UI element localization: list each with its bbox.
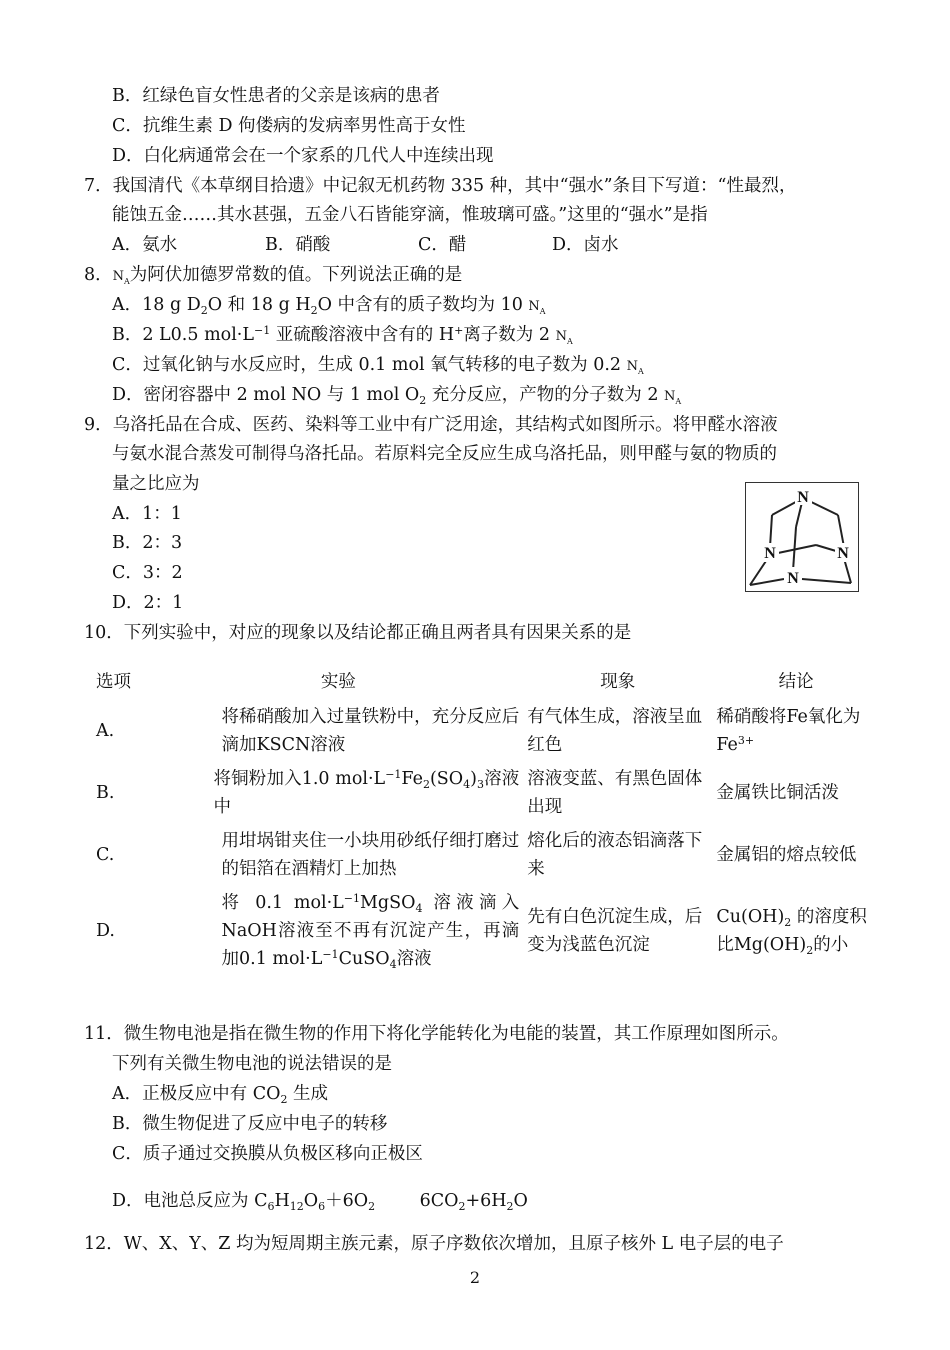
q8-option-d: D．密闭容器中 2 mol NO 与 1 mol $O_2$ 充分反应，产物的分子数为 2 $N_A$ xyxy=(112,385,682,407)
q7-option-c: C．醋 xyxy=(418,235,467,255)
q11-stem-line1: 11．微生物电池是指在微生物的作用下将化学能转化为电能的装置，其工作原理如图所示。 xyxy=(84,1024,789,1044)
urotropine-structure-figure xyxy=(745,482,859,592)
table-row xyxy=(90,824,880,886)
row-d-experiment: 将 0.1 $mol\cdot L^{-1}MgSO_4$ 溶液滴入NaOH溶液至不再有沉淀产生，再滴加0.1 $mol\cdot L^{-1}CuSO_4$溶液 xyxy=(221,892,520,971)
q9-stem-line2: 与氨水混合蒸发可制得乌洛托品。若原料完全反应生成乌洛托品，则甲醛与氨的物质的 xyxy=(112,444,777,464)
q11-option-d: D．电池总反应为 $C_6H_{12}O_6+6O_2$ $6CO_2+6H_2O$ xyxy=(112,1191,528,1213)
q7-stem-line2: 能蚀五金……其水甚强，五金八石皆能穿滴，惟玻璃可盛。”这里的“强水”是指 xyxy=(112,205,708,225)
q10-stem: 10．下列实验中，对应的现象以及结论都正确且两者具有因果关系的是 xyxy=(84,623,632,643)
atom-n-left: N xyxy=(764,545,776,562)
q7-option-b: B．硝酸 xyxy=(265,235,331,255)
q6-option-b: B．红绿色盲女性患者的父亲是该病的患者 xyxy=(112,86,440,106)
table-header-row xyxy=(90,664,880,700)
row-a-phenomenon: 有气体生成，溶液呈血红色 xyxy=(527,707,703,755)
table-row xyxy=(90,762,880,824)
q9-stem-line3: 量之比应为 xyxy=(112,474,200,494)
row-a-option: A. xyxy=(96,721,115,741)
q9-option-c: C．3：2 xyxy=(112,563,183,583)
q11-option-b: B．微生物促进了反应中电子的转移 xyxy=(112,1114,388,1134)
row-b-conclusion: 金属铁比铜活泼 xyxy=(716,783,839,803)
row-d-option: D. xyxy=(96,921,115,941)
row-d-conclusion: $Cu(OH)_2$ 的溶度积比$Mg(OH)_2$的小 xyxy=(716,907,867,957)
q8-option-b: B．2 L0.5 $mol\cdot L^{-1}$ 亚硫酸溶液中含有的 H+离子数为 2 $N_A$ xyxy=(112,324,573,346)
row-b-experiment: 将铜粉加入1.0 $mol\cdot L^{-1}Fe_2(SO_4)_3$溶液中 xyxy=(213,768,520,817)
row-b-phenomenon: 溶液变蓝、有黑色固体出现 xyxy=(527,769,703,817)
experiment-table xyxy=(90,664,880,976)
row-d-phenomenon: 先有白色沉淀生成，后变为浅蓝色沉淀 xyxy=(527,907,703,955)
row-a-conclusion: 稀硝酸将Fe氧化为$Fe^{3+}$ xyxy=(716,707,861,755)
urotropine-structure-svg xyxy=(746,483,858,591)
header-experiment: 实验 xyxy=(320,672,356,692)
atom-n-bottom: N xyxy=(787,570,799,587)
header-option: 选项 xyxy=(96,672,131,692)
page-number: 2 xyxy=(469,1268,481,1287)
q9-option-b: B．2：3 xyxy=(112,533,183,553)
q7-option-a: A．氨水 xyxy=(112,235,178,255)
row-c-conclusion: 金属铝的熔点较低 xyxy=(716,845,857,865)
q6-option-c: C．抗维生素 D 佝偻病的发病率男性高于女性 xyxy=(112,116,466,136)
row-c-phenomenon: 熔化后的液态铝滴落下来 xyxy=(527,831,703,879)
row-a-experiment: 将稀硝酸加入过量铁粉中，充分反应后滴加KSCN溶液 xyxy=(221,707,520,755)
table-row xyxy=(90,886,880,976)
table-row xyxy=(90,700,880,762)
q7-option-d: D．卤水 xyxy=(552,235,619,255)
q9-option-a: A．1：1 xyxy=(112,504,182,524)
q9-stem-line1: 9．乌洛托品在合成、医药、染料等工业中有广泛用途，其结构式如图所示。将甲醛水溶液 xyxy=(84,415,778,435)
q11-option-a: A．正极反应中有 $CO_2$ 生成 xyxy=(112,1084,329,1106)
row-c-experiment: 用坩埚钳夹住一小块用砂纸仔细打磨过的铝箔在酒精灯上加热 xyxy=(221,831,520,879)
q8-stem: 8．$N_A$为阿伏加德罗常数的值。下列说法正确的是 xyxy=(84,265,463,286)
q8-option-c: C．过氧化钠与水反应时，生成 0.1 mol 氧气转移的电子数为 0.2 $N_A$ xyxy=(112,355,644,376)
atom-n-right: N xyxy=(837,545,849,562)
row-b-option: B. xyxy=(96,783,115,803)
q11-stem-line2: 下列有关微生物电池的说法错误的是 xyxy=(112,1054,392,1074)
q8-option-a: A．18 g $D_2O$ 和 18 g $H_2O$ 中含有的质子数均为 10 $N_A$ xyxy=(112,295,546,317)
q9-option-d: D．2：1 xyxy=(112,593,184,613)
row-c-option: C. xyxy=(96,845,115,865)
q11-option-c: C．质子通过交换膜从负极区移向正极区 xyxy=(112,1144,423,1164)
header-conclusion: 结论 xyxy=(778,672,814,692)
header-phenomenon: 现象 xyxy=(600,672,636,692)
q12-stem: 12．W、X、Y、Z 均为短周期主族元素，原子序数依次增加，且原子核外 L 电子层的电子 xyxy=(84,1234,784,1254)
q6-option-d: D．白化病通常会在一个家系的几代人中连续出现 xyxy=(112,146,494,166)
atom-n-top: N xyxy=(797,489,809,506)
q7-stem-line1: 7．我国清代《本草纲目拾遗》中记叙无机药物 335 种，其中“强水”条目下写道：“性最烈， xyxy=(84,176,797,196)
